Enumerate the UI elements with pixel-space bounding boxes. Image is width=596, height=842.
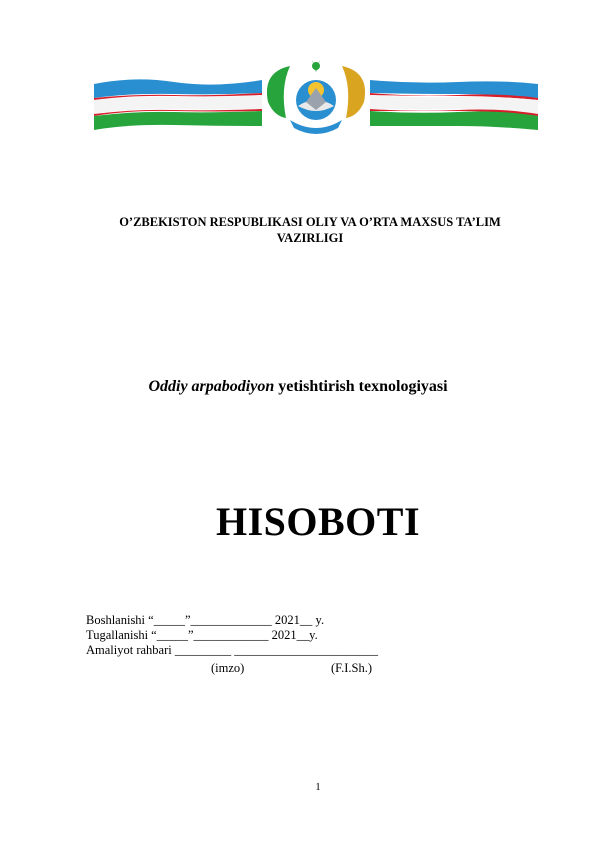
page-number: 1 (315, 781, 321, 793)
start-date-line: Boshlanishi “_____”_____________ 2021__ y. (86, 613, 325, 627)
subject-rest: yetishtirish texnologiyasi (274, 378, 448, 395)
ministry-line-2: VAZIRLIGI (276, 231, 344, 245)
subject-italic: Oddiy arpabodiyon (148, 378, 275, 395)
state-emblem-banner (94, 58, 538, 140)
ministry-line-1: O’ZBEKISTON RESPUBLIKASI OLIY VA O’RTA MAXSUS TA’LIM (119, 215, 501, 229)
ministry-heading (60, 214, 560, 246)
end-date-line: Tugallanishi “_____”____________ 2021__y. (86, 628, 318, 642)
report-title: HISOBOTI (215, 499, 421, 544)
flag-emblem-icon (94, 58, 538, 140)
name-label: (F.I.Sh.) (331, 661, 373, 675)
signature-label: (imzo) (211, 661, 245, 675)
subject-title (0, 378, 596, 396)
supervisor-line: Amaliyot rahbari _________ _______________________ (86, 643, 378, 657)
report-meta (86, 613, 378, 658)
